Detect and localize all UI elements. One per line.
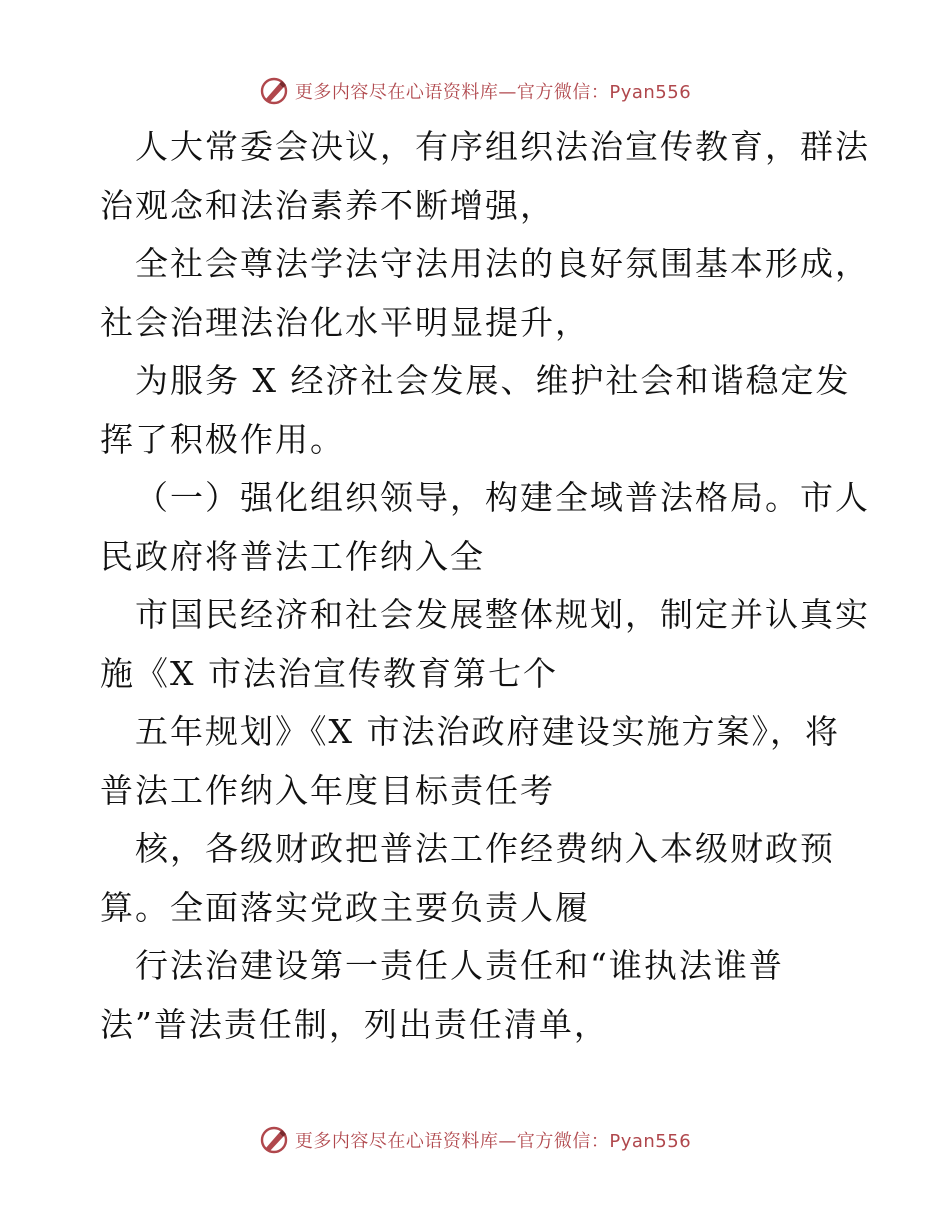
paragraph-line: 施《X 市法治宣传教育第七个 bbox=[100, 653, 558, 693]
paragraph-line: 五年规划》《X 市法治政府建设实施方案》，将 bbox=[135, 712, 840, 751]
paragraph-line: 人大常委会决议，有序组织法治宣传教育，群法 bbox=[135, 127, 870, 166]
paragraph-line: 市国民经济和社会发展整体规划，制定并认真实 bbox=[135, 595, 870, 634]
footer-banner bbox=[0, 1120, 950, 1160]
paragraph-line: 社会治理法治化水平明显提升， bbox=[100, 302, 590, 342]
paragraph-line: 全社会尊法学法守法用法的良好氛围基本形成， bbox=[135, 244, 870, 283]
paragraph-line: 为服务 X 经济社会发展、维护社会和谐稳定发 bbox=[135, 361, 851, 400]
paragraph-line: 法”普法责任制，列出责任清单， bbox=[100, 1004, 609, 1044]
paragraph-line: 算。全面落实党政主要负责人履 bbox=[100, 887, 590, 927]
paragraph-line: 核，各级财政把普法工作经费纳入本级财政预 bbox=[135, 829, 835, 868]
paragraph-line: 行法治建设第一责任人责任和“谁执法谁普 bbox=[135, 946, 784, 985]
paragraph-line: （一）强化组织领导，构建全域普法格局。市人 bbox=[135, 478, 870, 517]
paragraph-line: 普法工作纳入年度目标责任考 bbox=[100, 770, 555, 810]
paragraph-line: 民政府将普法工作纳入全 bbox=[100, 536, 485, 576]
document-body bbox=[100, 118, 870, 1054]
paragraph-line: 治观念和法治素养不断增强， bbox=[100, 185, 555, 225]
banner-text: 更多内容尽在心语资料库—官方微信：Pyan556 bbox=[294, 1131, 692, 1152]
banner-text: 更多内容尽在心语资料库—官方微信：Pyan556 bbox=[294, 82, 692, 103]
header-banner bbox=[0, 71, 950, 111]
pen-logo-icon bbox=[259, 1125, 289, 1155]
pen-logo-icon bbox=[259, 76, 289, 106]
paragraph-line: 挥了积极作用。 bbox=[100, 419, 345, 459]
